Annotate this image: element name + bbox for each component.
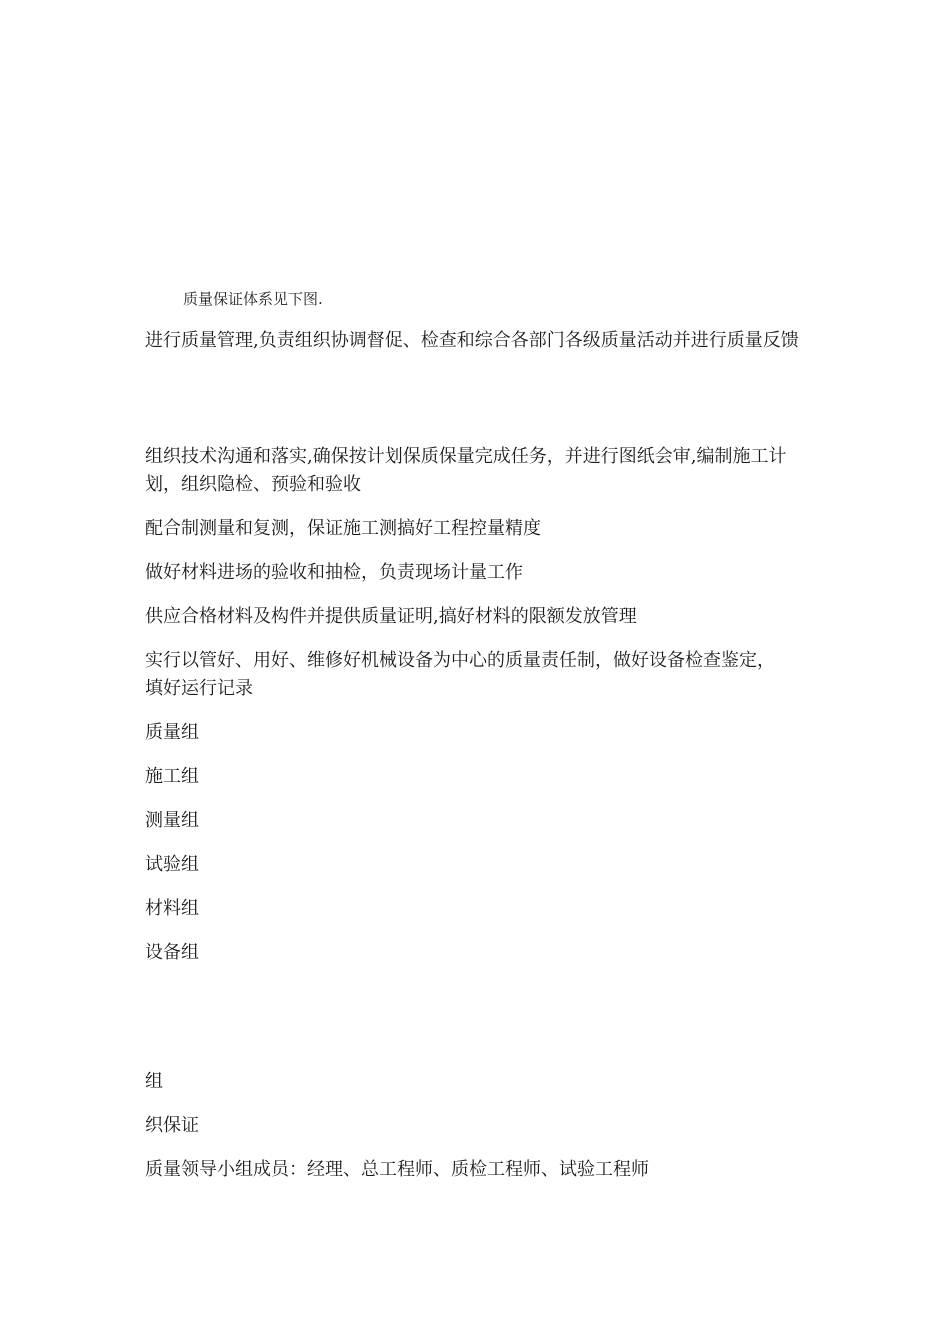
group-equipment: 设备组 <box>145 942 199 963</box>
group-testing: 试验组 <box>145 854 199 875</box>
group-survey: 测量组 <box>145 810 199 831</box>
duty-construction: 组织技术沟通和落实,确保按计划保质保量完成任务，并进行图纸会审,编制施工计划，组织隐检、预验和验收 <box>145 446 787 495</box>
duty-testing: 做好材料进场的验收和抽检，负责现场计量工作 <box>145 562 523 583</box>
duty-survey: 配合制测量和复测，保证施工测搞好工程控量精度 <box>145 518 541 539</box>
duty-materials: 供应合格材料及构件并提供质量证明,搞好材料的限额发放管理 <box>145 606 637 627</box>
group-quality: 质量组 <box>145 722 199 743</box>
group-construction: 施工组 <box>145 766 199 787</box>
figure-caption: 质量保证体系见下图. <box>183 290 323 308</box>
org-label-part-1: 组 <box>145 1071 163 1092</box>
leadership-members: 质量领导小组成员：经理、总工程师、质检工程师、试验工程师 <box>145 1159 649 1180</box>
duty-equipment: 实行以管好、用好、维修好机械设备为中心的质量责任制，做好设备检查鉴定，填好运行记录 <box>145 650 775 699</box>
group-materials: 材料组 <box>145 898 199 919</box>
org-label-part-2: 织保证 <box>145 1115 199 1136</box>
duty-quality-management: 进行质量管理,负责组织协调督促、检查和综合各部门各级质量活动并进行质量反馈 <box>145 330 799 351</box>
